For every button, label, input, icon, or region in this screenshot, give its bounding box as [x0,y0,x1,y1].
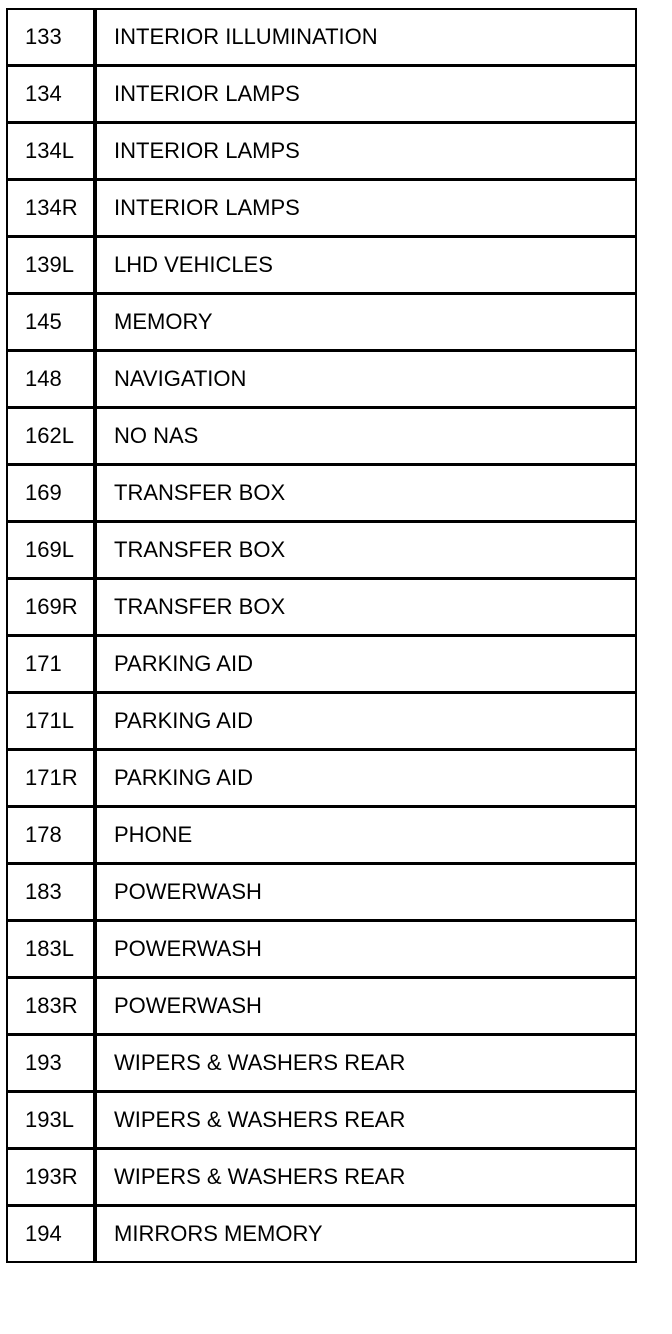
table-row [7,1149,636,1206]
code-cell: 171R [7,750,95,807]
description-cell: PHONE [95,807,636,864]
description-cell: MEMORY [95,294,636,351]
code-cell: 193R [7,1149,95,1206]
code-cell: 169R [7,579,95,636]
description-cell: WIPERS & WASHERS REAR [95,1092,636,1149]
code-cell: 183L [7,921,95,978]
code-cell: 194 [7,1206,95,1263]
code-cell: 134L [7,123,95,180]
code-cell: 139L [7,237,95,294]
table-row [7,123,636,180]
code-cell: 133 [7,9,95,66]
description-cell: POWERWASH [95,978,636,1035]
code-cell: 178 [7,807,95,864]
table-row [7,465,636,522]
table-row [7,294,636,351]
table-row [7,237,636,294]
table-row [7,408,636,465]
description-cell: INTERIOR LAMPS [95,66,636,123]
code-cell: 193L [7,1092,95,1149]
description-cell: NO NAS [95,408,636,465]
code-cell: 134 [7,66,95,123]
description-cell: TRANSFER BOX [95,522,636,579]
table-row [7,579,636,636]
code-cell: 193 [7,1035,95,1092]
description-cell: PARKING AID [95,693,636,750]
table-row [7,693,636,750]
code-cell: 148 [7,351,95,408]
code-cell: 169L [7,522,95,579]
description-cell: WIPERS & WASHERS REAR [95,1035,636,1092]
table-row [7,807,636,864]
table-row [7,1035,636,1092]
code-table-body [7,9,636,1262]
table-row [7,9,636,66]
description-cell: MIRRORS MEMORY [95,1206,636,1263]
description-cell: INTERIOR ILLUMINATION [95,9,636,66]
code-cell: 145 [7,294,95,351]
table-row [7,351,636,408]
description-cell: POWERWASH [95,864,636,921]
code-cell: 134R [7,180,95,237]
code-cell: 171 [7,636,95,693]
description-cell: INTERIOR LAMPS [95,123,636,180]
table-row [7,750,636,807]
description-cell: WIPERS & WASHERS REAR [95,1149,636,1206]
description-cell: TRANSFER BOX [95,465,636,522]
code-cell: 183R [7,978,95,1035]
table-row [7,180,636,237]
description-cell: INTERIOR LAMPS [95,180,636,237]
table-row [7,1092,636,1149]
code-cell: 183 [7,864,95,921]
code-cell: 171L [7,693,95,750]
description-cell: TRANSFER BOX [95,579,636,636]
table-row [7,864,636,921]
code-table [6,8,637,1263]
table-row [7,978,636,1035]
table-row [7,921,636,978]
table-row [7,1206,636,1263]
code-cell: 162L [7,408,95,465]
description-cell: NAVIGATION [95,351,636,408]
table-row [7,522,636,579]
description-cell: LHD VEHICLES [95,237,636,294]
table-row [7,636,636,693]
description-cell: PARKING AID [95,636,636,693]
description-cell: POWERWASH [95,921,636,978]
description-cell: PARKING AID [95,750,636,807]
code-cell: 169 [7,465,95,522]
table-row [7,66,636,123]
